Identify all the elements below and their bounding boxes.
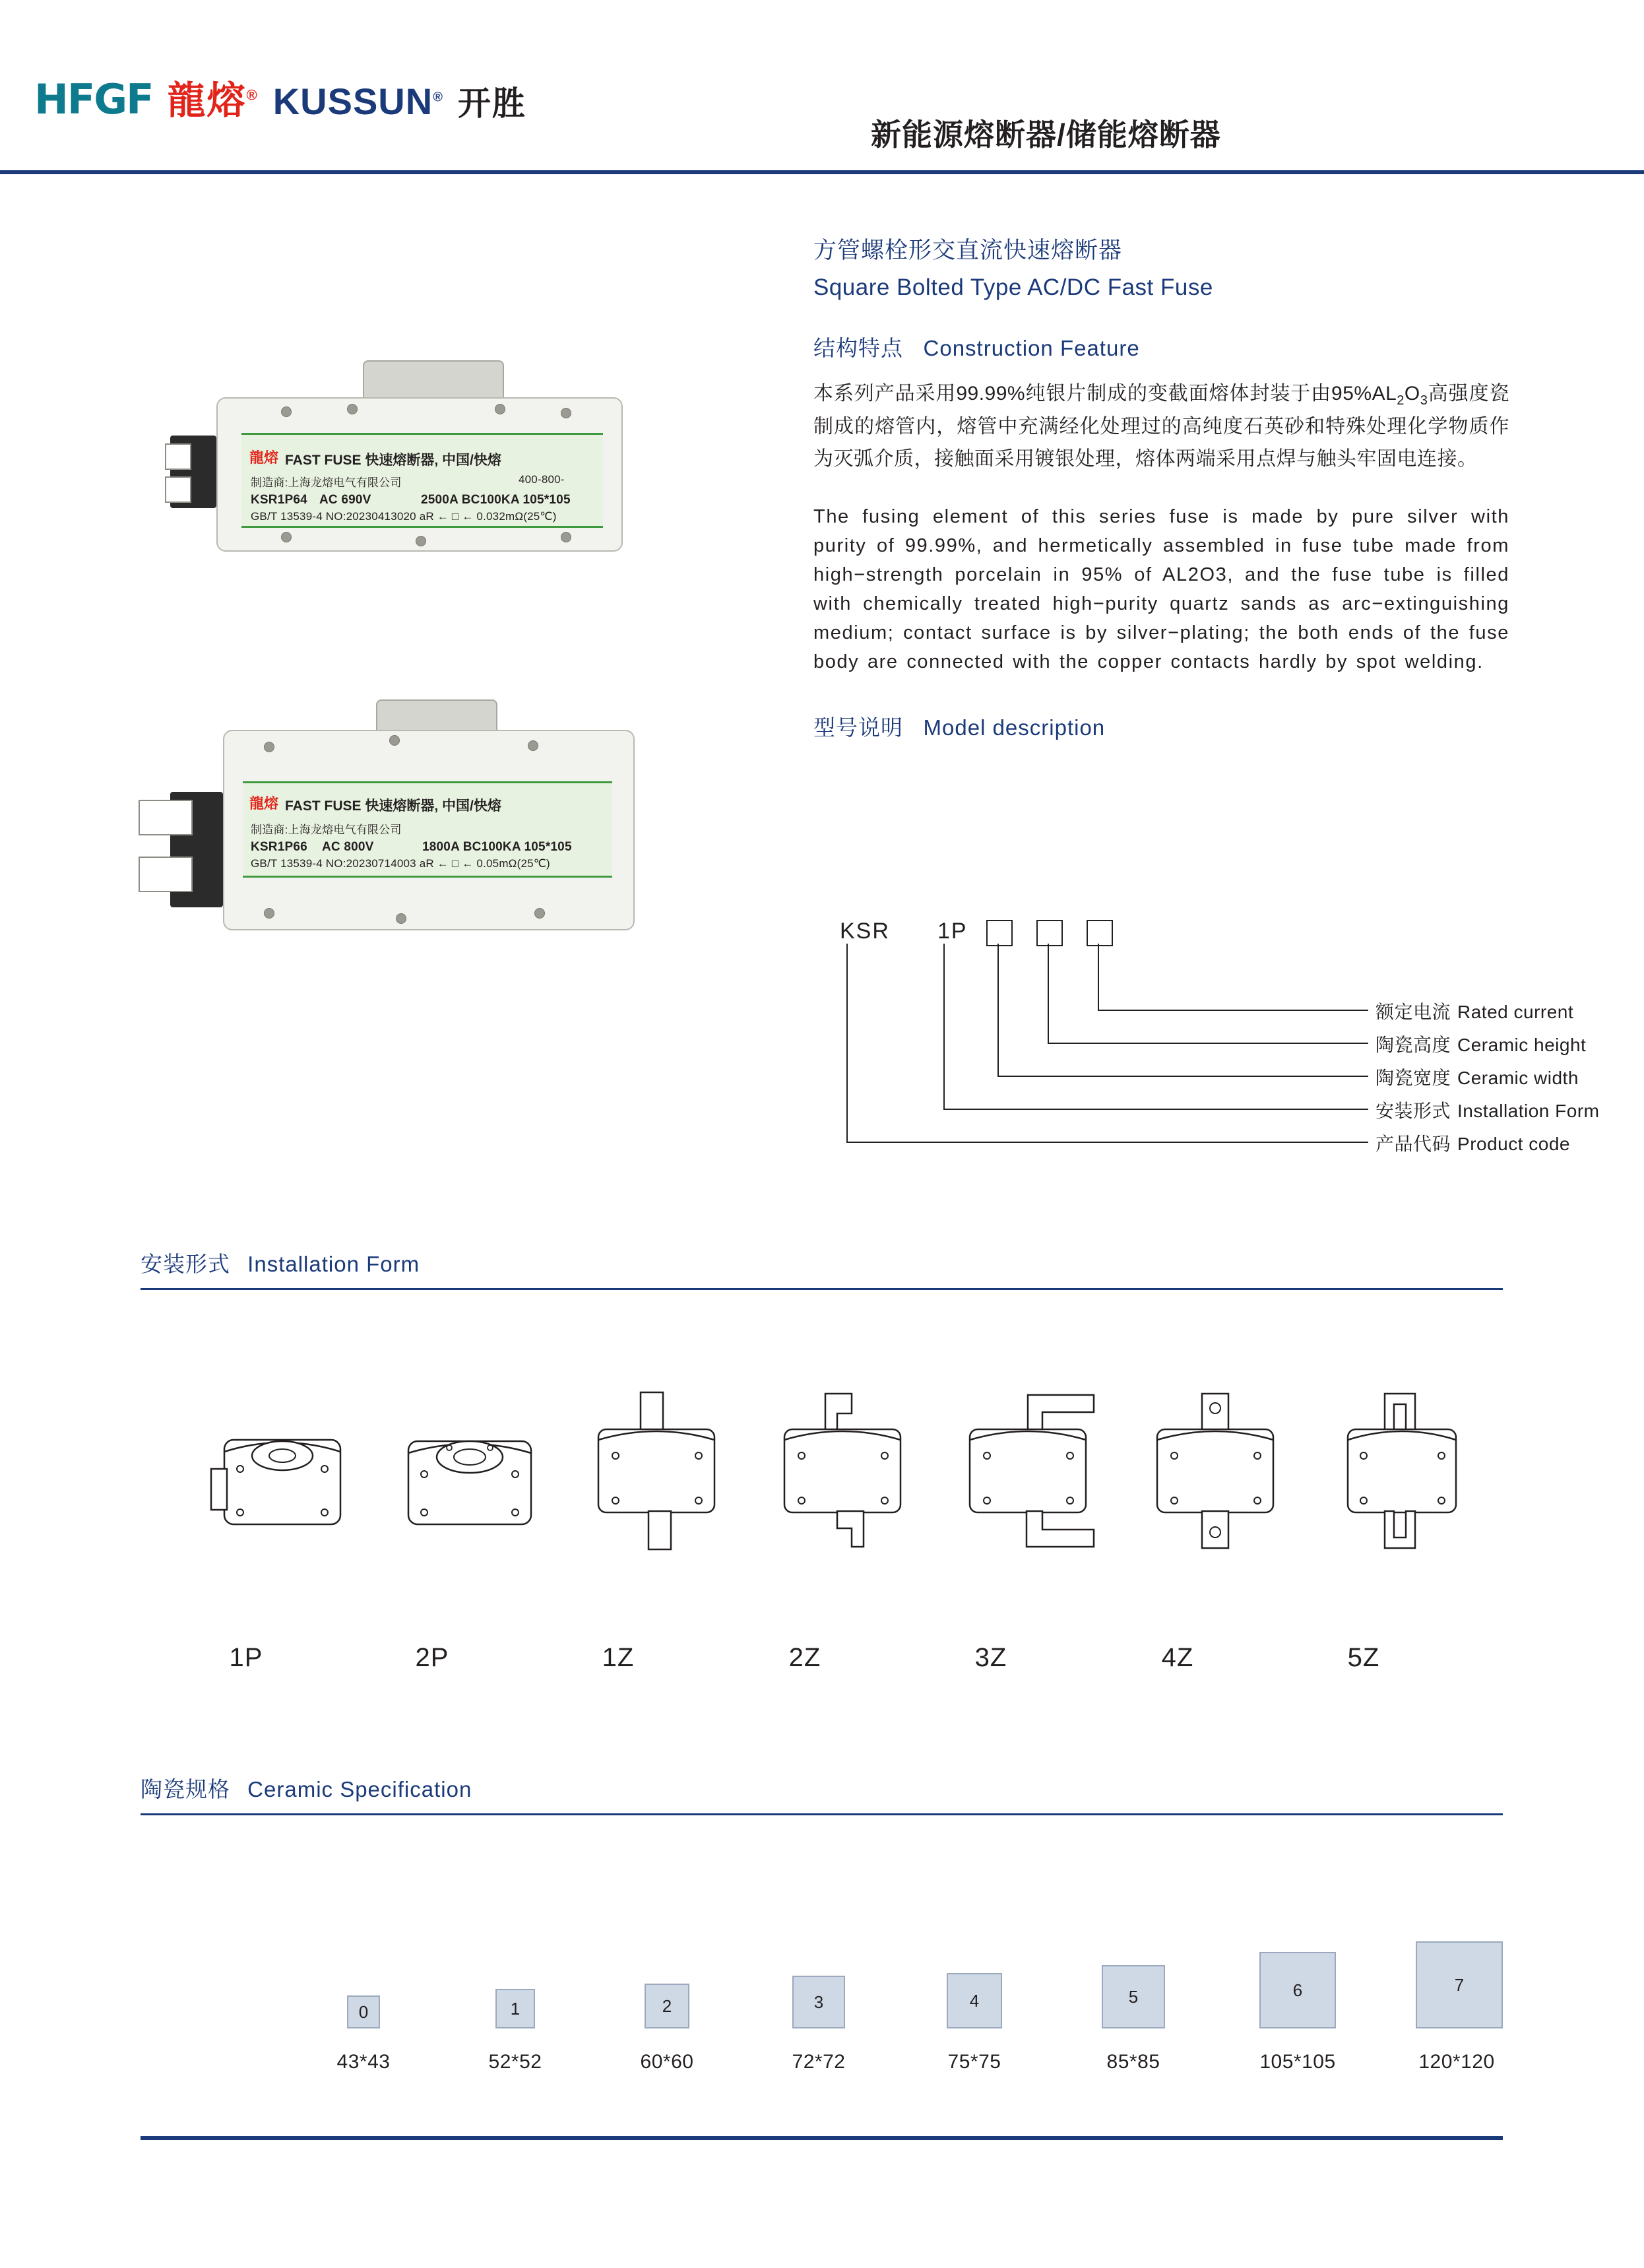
hfgf-logo: HFGF (34, 75, 153, 123)
ceramic-square-6: 6 (1259, 1952, 1336, 2028)
screw-icon (495, 404, 505, 414)
blade-tab-left-2 (165, 476, 191, 503)
ceramic-item-1 (476, 1989, 555, 2028)
leader-line-code-h (846, 1142, 1368, 1143)
page-bottom-divider (141, 2136, 1503, 2140)
fuse-3z-icon (949, 1386, 1114, 1577)
construction-body-cn (813, 378, 1509, 476)
screw-icon (281, 406, 292, 417)
label-voltage-b: AC 800V (322, 840, 374, 854)
fuse-4z-icon (1135, 1386, 1300, 1577)
installation-diagram-3z (949, 1386, 1114, 1580)
leader-line-height-v (1048, 944, 1049, 1043)
legend-product-code-en: Product code (1457, 1134, 1571, 1154)
label-main-line-b: FAST FUSE 快速熔断器, 中国/快熔 (285, 798, 501, 814)
construction-body-cn-1: 本系列产品采用99.99%纯银片制成的变截面熔体封装于由95%AL (813, 383, 1397, 405)
label-model: KSR1P64 (251, 493, 307, 507)
legend-installation-form-cn: 安装形式 (1375, 1101, 1451, 1121)
blade-tab-left (165, 443, 191, 470)
installation-form-divider (141, 1288, 1503, 1290)
installation-form-heading-en: Installation Form (247, 1252, 420, 1276)
ceramic-item-2 (627, 1984, 707, 2028)
installation-label-2z: 2Z (788, 1643, 821, 1672)
installation-diagram-2z (762, 1386, 927, 1580)
legend-ceramic-width-cn: 陶瓷宽度 (1375, 1068, 1451, 1088)
header-divider (0, 170, 1644, 174)
screw-icon (534, 908, 545, 919)
label-brand-b: 龍熔 (249, 795, 279, 812)
screw-icon (389, 735, 400, 746)
ceramic-item-5 (1091, 1965, 1176, 2028)
leader-line-install-h (943, 1109, 1368, 1110)
leader-line-current-h (1098, 1010, 1368, 1011)
screw-icon (264, 742, 274, 752)
leader-line-current-v (1098, 944, 1099, 1010)
screw-icon (528, 740, 538, 751)
ceramic-square-2: 2 (645, 1984, 689, 2028)
blade-tab-left-b2 (139, 857, 193, 892)
product-label-bottom (243, 781, 612, 878)
registered-mark-icon-2: ® (433, 90, 443, 105)
fuse-ceramic-body (216, 397, 623, 552)
fuse-2z-icon (762, 1386, 927, 1577)
installation-form-heading (141, 1247, 420, 1278)
legend-ceramic-width-en: Ceramic width (1457, 1068, 1579, 1088)
legend-product-code (1375, 1130, 1570, 1156)
leader-line-install-v (943, 944, 945, 1109)
ceramic-item-4 (935, 1973, 1014, 2028)
construction-heading (813, 331, 1509, 362)
legend-installation-form (1375, 1097, 1599, 1123)
leader-line-height-h (1048, 1043, 1368, 1044)
installation-label-2p: 2P (415, 1643, 449, 1672)
label-hotline: 400-800- (519, 473, 565, 486)
leader-line-width-h (997, 1076, 1368, 1077)
fuse-1z-icon (576, 1386, 741, 1577)
legend-ceramic-height-cn: 陶瓷高度 (1375, 1035, 1451, 1055)
ceramic-item-3 (779, 1976, 858, 2028)
product-title-cn: 方管螺栓形交直流快速熔断器 (813, 238, 1123, 263)
page-header (0, 0, 1644, 170)
model-heading-cn: 型号说明 (813, 715, 903, 740)
kaisheng-cn-logo: 开胜 (457, 85, 526, 122)
ceramic-square-1: 1 (495, 1989, 535, 2028)
screw-icon (281, 532, 292, 542)
construction-body-cn-3: 高强度瓷制成的熔管内，熔管中充满经化处理过的高纯度石英砂和特殊处理化学物质作为灭弧介质，接触面采用镀银处理，熔体两端采用点焊与触头牢固电连接。 (813, 383, 1509, 470)
screw-icon (416, 536, 426, 546)
ceramic-specification-heading (141, 1772, 472, 1803)
product-title-en: Square Bolted Type AC/DC Fast Fuse (813, 275, 1213, 300)
label-main-line: FAST FUSE 快速熔断器, 中国/快熔 (285, 453, 501, 468)
model-code-box-current (1087, 920, 1113, 946)
installation-label-1z: 1Z (602, 1643, 635, 1672)
legend-ceramic-width (1375, 1064, 1579, 1090)
label-brand: 龍熔 (249, 449, 279, 466)
legend-rated-current-cn: 额定电流 (1375, 1002, 1451, 1022)
legend-product-code-cn: 产品代码 (1375, 1134, 1451, 1154)
model-code-form: 1P (937, 919, 968, 944)
fuse-1p-icon (203, 1406, 368, 1571)
model-description-diagram (813, 911, 1600, 1175)
label-voltage: AC 690V (319, 493, 371, 507)
construction-body-cn-2: O (1404, 383, 1420, 405)
ceramic-square-7: 7 (1416, 1941, 1503, 2028)
model-code-box-width (986, 920, 1013, 946)
product-photo-top (165, 356, 693, 633)
ceramic-square-4: 4 (947, 1973, 1002, 2028)
installation-diagram-1p (203, 1406, 368, 1574)
label-company: 制造商:上海龙熔电气有限公司 (251, 476, 402, 489)
ceramic-size-0: 43*43 (336, 2051, 391, 2073)
installation-diagram-1z (576, 1386, 741, 1580)
label-standard: GB/T 13539-4 NO:20230413020 aR ← □ ← 0.032mΩ(25℃) (251, 510, 557, 523)
right-text-column (813, 232, 1509, 742)
label-rating-b: 1800A BC100KA 105*105 (422, 840, 572, 854)
installation-diagram-2p (390, 1406, 555, 1574)
screw-icon (347, 404, 358, 414)
ceramic-item-6 (1245, 1952, 1350, 2028)
ceramic-size-7: 120*120 (1418, 2051, 1495, 2073)
ceramic-specification-row (141, 1848, 1503, 2112)
ceramic-heading-en: Ceramic Specification (247, 1777, 472, 1801)
construction-heading-en: Construction Feature (923, 336, 1140, 360)
legend-ceramic-height-en: Ceramic height (1457, 1035, 1587, 1055)
ceramic-size-1: 52*52 (488, 2051, 542, 2073)
ceramic-square-3: 3 (792, 1976, 845, 2028)
installation-form-heading-cn: 安装形式 (141, 1252, 230, 1276)
installation-form-diagram-row (141, 1366, 1503, 1643)
kussun-logo: KUSSUN® (272, 81, 443, 122)
brand-logo-group (34, 75, 526, 123)
ceramic-size-3: 72*72 (792, 2051, 846, 2073)
construction-body-sub-2: 3 (1420, 393, 1428, 408)
installation-label-4z: 4Z (1161, 1643, 1194, 1672)
ceramic-item-7 (1401, 1941, 1518, 2028)
legend-ceramic-height (1375, 1031, 1586, 1057)
screw-icon (264, 908, 274, 919)
ceramic-heading-cn: 陶瓷规格 (141, 1777, 230, 1801)
installation-label-5z: 5Z (1347, 1643, 1380, 1672)
installation-diagram-5z (1321, 1386, 1486, 1580)
legend-rated-current-en: Rated current (1457, 1002, 1574, 1022)
legend-installation-form-en: Installation Form (1457, 1101, 1600, 1121)
installation-label-1p: 1P (229, 1643, 263, 1672)
construction-body-en: The fusing element of this series fuse is made by pure silver with purity of 99.99%, and hermetically assembled in fuse tube made from high−strength porcelain in 95% of AL2O3, and the fuse tube is filled with chemically treated high−purity quartz sands as arc−extinguishing medium; contact surface is by silver−plating; the both ends of the fuse body are connected with the copper contacts hardly by spot welding. (813, 505, 1509, 672)
model-code-prefix: KSR (840, 919, 890, 944)
ceramic-size-5: 85*85 (1106, 2051, 1160, 2073)
product-label-top (241, 433, 603, 528)
registered-mark-icon: ® (246, 86, 259, 104)
page-title: 新能源熔断器/储能熔断器 (871, 117, 1221, 152)
longrong-cn-logo: 龍熔® (167, 79, 259, 122)
construction-body-sub-1: 2 (1397, 393, 1405, 408)
fuse-ceramic-body-b (223, 730, 635, 930)
screw-icon (396, 913, 406, 924)
product-photo-bottom (99, 693, 653, 1003)
fuse-2p-icon (390, 1406, 555, 1571)
installation-diagram-4z (1135, 1386, 1300, 1580)
model-heading-en: Model description (923, 715, 1106, 740)
ceramic-item-0 (324, 1995, 403, 2028)
leader-line-width-v (997, 944, 999, 1076)
ceramic-size-2: 60*60 (640, 2051, 694, 2073)
model-description-heading (813, 711, 1509, 742)
construction-heading-cn: 结构特点 (813, 336, 903, 360)
screw-icon (561, 532, 571, 542)
ceramic-size-4: 75*75 (947, 2051, 1001, 2073)
label-model-b: KSR1P66 (251, 840, 307, 854)
fuse-5z-icon (1321, 1386, 1486, 1577)
label-rating: 2500A BC100KA 105*105 (421, 493, 571, 507)
ceramic-size-6: 105*105 (1259, 2051, 1336, 2073)
legend-rated-current (1375, 998, 1573, 1024)
label-company-b: 制造商:上海龙熔电气有限公司 (251, 824, 402, 836)
label-standard-b: GB/T 13539-4 NO:20230714003 aR ← □ ← 0.05mΩ(25℃) (251, 857, 550, 870)
ceramic-square-0: 0 (347, 1995, 380, 2028)
ceramic-specification-divider (141, 1813, 1503, 1815)
model-code-box-height (1036, 920, 1063, 946)
leader-line-code-v (846, 944, 848, 1142)
ceramic-square-5: 5 (1102, 1965, 1165, 2028)
installation-label-3z: 3Z (974, 1643, 1007, 1672)
screw-icon (561, 408, 571, 418)
blade-tab-left-b (139, 800, 193, 835)
